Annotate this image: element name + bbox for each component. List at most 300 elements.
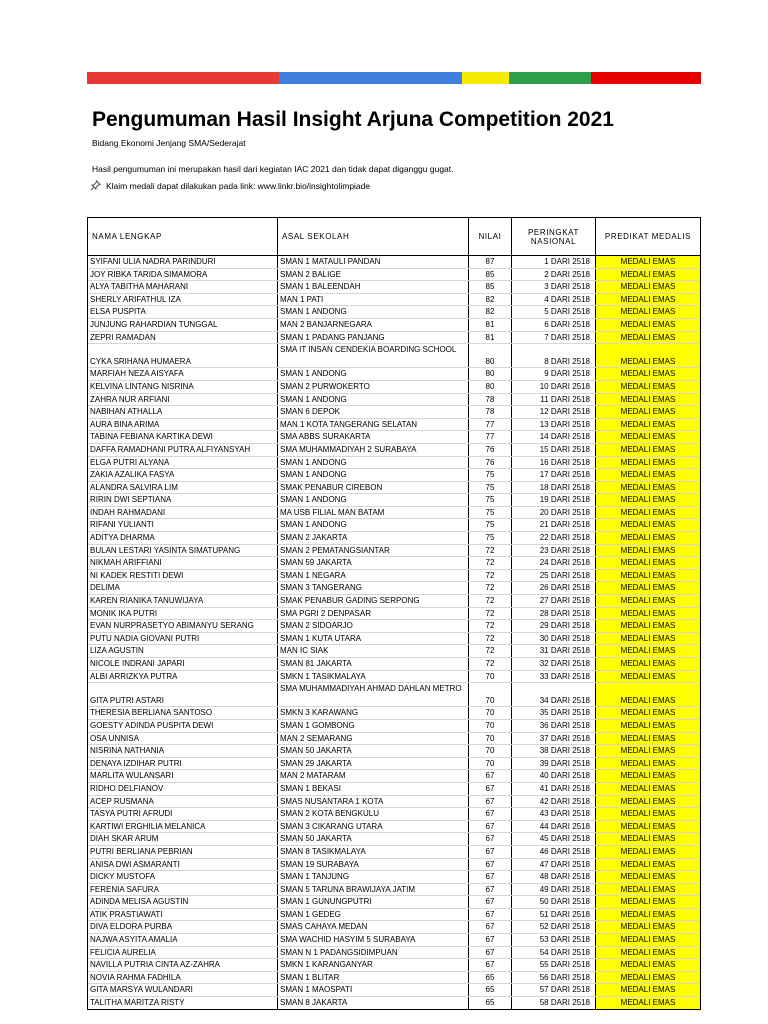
cell-score: 87 (469, 256, 512, 268)
cell-name: ADITYA DHARMA (88, 532, 278, 544)
cell-school: SMAN 1 BEKASI (278, 783, 469, 795)
cell-rank: 38 DARI 2518 (512, 745, 596, 757)
cell-rank: 37 DARI 2518 (512, 733, 596, 745)
table-row (88, 996, 700, 1009)
stripe-red (87, 72, 279, 84)
cell-school: SMAN 1 KUTA UTARA (278, 633, 469, 645)
cell-predicate: MEDALI EMAS (595, 608, 700, 620)
cell-school: SMAN 1 GOMBONG (278, 720, 469, 732)
cell-name: CYKA SRIHANA HUMAERA (88, 344, 278, 367)
cell-name: SHERLY ARIFATHUL IZA (88, 294, 278, 306)
cell-name: MONIK IKA PUTRI (88, 608, 278, 620)
table-row (88, 531, 700, 544)
table-row (88, 883, 700, 896)
table-row (88, 468, 700, 481)
cell-name: PUTRI BERLIANA PEBRIAN (88, 846, 278, 858)
cell-predicate: MEDALI EMAS (595, 633, 700, 645)
cell-predicate: MEDALI EMAS (595, 281, 700, 293)
cell-predicate: MEDALI EMAS (595, 557, 700, 569)
table-row (88, 719, 700, 732)
cell-score: 72 (469, 658, 512, 670)
table-row (88, 518, 700, 531)
cell-school: MAN 2 BANJARNEGARA (278, 319, 469, 331)
cell-name: ADINDA MELISA AGUSTIN (88, 896, 278, 908)
cell-school: SMAK PENABUR CIREBON (278, 482, 469, 494)
col-header-predicate: PREDIKAT MEDALIS (604, 232, 692, 241)
cell-rank: 17 DARI 2518 (512, 469, 596, 481)
table-row (88, 732, 700, 745)
cell-name: NOVIA RAHMA FADHILA (88, 972, 278, 984)
table-row (88, 706, 700, 719)
table-row (88, 619, 700, 632)
cell-name: NAJWA ASYITA AMALIA (88, 934, 278, 946)
table-row (88, 920, 700, 933)
cell-rank: 46 DARI 2518 (512, 846, 596, 858)
table-body (88, 256, 700, 1009)
table-row (88, 456, 700, 469)
cell-predicate: MEDALI EMAS (595, 469, 700, 481)
cell-name: RIRIN DWI SEPTIANA (88, 494, 278, 506)
cell-school: MA USB FILIAL MAN BATAM (278, 507, 469, 519)
col-header-rank (512, 218, 596, 255)
cell-school: SMAN 1 ANDONG (278, 368, 469, 380)
cell-school: SMAN 81 JAKARTA (278, 658, 469, 670)
cell-score: 82 (469, 306, 512, 318)
cell-name: ELGA PUTRI ALYANA (88, 457, 278, 469)
cell-school: SMAS NUSANTARA 1 KOTA (278, 796, 469, 808)
cell-school: SMAN 1 BALEENDAH (278, 281, 469, 293)
cell-score: 67 (469, 859, 512, 871)
cell-rank: 48 DARI 2518 (512, 871, 596, 883)
cell-school: SMA MUHAMMADIYAH AHMAD DAHLAN METRO (278, 683, 469, 706)
cell-name: NIKMAH ARIFFIANI (88, 557, 278, 569)
cell-predicate: MEDALI EMAS (595, 921, 700, 933)
cell-predicate: MEDALI EMAS (595, 821, 700, 833)
cell-school: SMAN 2 BALIGE (278, 269, 469, 281)
cell-rank: 3 DARI 2518 (512, 281, 596, 293)
cell-score: 75 (469, 469, 512, 481)
cell-rank: 20 DARI 2518 (512, 507, 596, 519)
cell-name: TASYA PUTRI AFRUDI (88, 808, 278, 820)
cell-score: 67 (469, 783, 512, 795)
cell-name: DICKY MUSTOFA (88, 871, 278, 883)
cell-name: DIAH SKAR ARUM (88, 833, 278, 845)
cell-rank: 47 DARI 2518 (512, 859, 596, 871)
cell-score: 75 (469, 532, 512, 544)
table-row (88, 569, 700, 582)
cell-score: 75 (469, 494, 512, 506)
cell-score: 67 (469, 959, 512, 971)
cell-school: SMAN 1 PADANG PANJANG (278, 332, 469, 344)
cell-name: TABINA FEBIANA KARTIKA DEWI (88, 431, 278, 443)
cell-predicate: MEDALI EMAS (595, 294, 700, 306)
cell-school: SMAN 1 ANDONG (278, 494, 469, 506)
cell-rank: 41 DARI 2518 (512, 783, 596, 795)
cell-score: 72 (469, 557, 512, 569)
cell-rank: 19 DARI 2518 (512, 494, 596, 506)
cell-score: 70 (469, 720, 512, 732)
cell-rank: 4 DARI 2518 (512, 294, 596, 306)
cell-school: SMAN 1 TANJUNG (278, 871, 469, 883)
cell-name: NI KADEK RESTITI DEWI (88, 570, 278, 582)
cell-name: ZAKIA AZALIKA FASYA (88, 469, 278, 481)
cell-score: 72 (469, 645, 512, 657)
table-row (88, 506, 700, 519)
cell-score: 67 (469, 796, 512, 808)
cell-predicate: MEDALI EMAS (595, 256, 700, 268)
cell-rank: 8 DARI 2518 (512, 344, 596, 367)
cell-rank: 24 DARI 2518 (512, 557, 596, 569)
cell-name: TALITHA MARITZA RISTY (88, 997, 278, 1009)
cell-school: SMAN N 1 PADANGSIDIMPUAN (278, 947, 469, 959)
cell-name: KELVINA LINTANG NISRINA (88, 381, 278, 393)
cell-rank: 21 DARI 2518 (512, 519, 596, 531)
cell-name: ZEPRI RAMADAN (88, 332, 278, 344)
cell-score: 72 (469, 582, 512, 594)
cell-school: SMKN 3 KARAWANG (278, 707, 469, 719)
cell-predicate: MEDALI EMAS (595, 582, 700, 594)
table-row (88, 832, 700, 845)
cell-score: 67 (469, 871, 512, 883)
cell-predicate: MEDALI EMAS (595, 733, 700, 745)
cell-score: 70 (469, 758, 512, 770)
cell-school: SMAN 8 TASIKMALAYA (278, 846, 469, 858)
cell-score: 70 (469, 733, 512, 745)
cell-rank: 39 DARI 2518 (512, 758, 596, 770)
table-row (88, 607, 700, 620)
cell-predicate: MEDALI EMAS (595, 846, 700, 858)
cell-predicate: MEDALI EMAS (595, 984, 700, 996)
cell-predicate: MEDALI EMAS (595, 720, 700, 732)
cell-school: SMAN 1 BLITAR (278, 972, 469, 984)
cell-score: 80 (469, 368, 512, 380)
cell-rank: 12 DARI 2518 (512, 406, 596, 418)
cell-predicate: MEDALI EMAS (595, 545, 700, 557)
cell-name: NABIHAN ATHALLA (88, 406, 278, 418)
cell-score: 67 (469, 833, 512, 845)
cell-name: RIDHO DELFIANOV (88, 783, 278, 795)
cell-rank: 16 DARI 2518 (512, 457, 596, 469)
cell-predicate: MEDALI EMAS (595, 519, 700, 531)
table-row (88, 293, 700, 306)
table-row (88, 933, 700, 946)
cell-predicate: MEDALI EMAS (595, 707, 700, 719)
cell-name: EVAN NURPRASETYO ABIMANYU SERANG (88, 620, 278, 632)
cell-school: SMAN 1 MATAULI PANDAN (278, 256, 469, 268)
table-row (88, 820, 700, 833)
page-title: Pengumuman Hasil Insight Arjuna Competition 2021 (92, 108, 614, 131)
cell-predicate: MEDALI EMAS (595, 758, 700, 770)
cell-rank: 30 DARI 2518 (512, 633, 596, 645)
cell-school: SMAS CAHAYA MEDAN (278, 921, 469, 933)
table-row (88, 983, 700, 996)
cell-rank: 18 DARI 2518 (512, 482, 596, 494)
cell-name: THERESIA BERLIANA SANTOSO (88, 707, 278, 719)
table-row (88, 305, 700, 318)
cell-predicate: MEDALI EMAS (595, 833, 700, 845)
cell-name: LIZA AGUSTIN (88, 645, 278, 657)
stripe-yellow (462, 72, 509, 84)
cell-score: 76 (469, 457, 512, 469)
cell-name: NAVILLA PUTRIA CINTA AZ-ZAHRA (88, 959, 278, 971)
cell-rank: 2 DARI 2518 (512, 269, 596, 281)
table-row (88, 556, 700, 569)
cell-predicate: MEDALI EMAS (595, 859, 700, 871)
cell-rank: 13 DARI 2518 (512, 419, 596, 431)
cell-score: 67 (469, 909, 512, 921)
cell-school: SMAN 2 KOTA BENGKULU (278, 808, 469, 820)
table-row (88, 769, 700, 782)
claim-link-text[interactable]: Klaim medali dapat dilakukan pada link: www.linkr.bio/insightolimpiade (106, 180, 371, 191)
cell-predicate: MEDALI EMAS (595, 332, 700, 344)
claim-line (90, 180, 370, 191)
cell-predicate: MEDALI EMAS (595, 431, 700, 443)
table-row (88, 895, 700, 908)
cell-rank: 5 DARI 2518 (512, 306, 596, 318)
cell-rank: 27 DARI 2518 (512, 595, 596, 607)
cell-school: SMA ABBS SURAKARTA (278, 431, 469, 443)
cell-rank: 45 DARI 2518 (512, 833, 596, 845)
cell-rank: 32 DARI 2518 (512, 658, 596, 670)
cell-school: SMKN 1 KARANGANYAR (278, 959, 469, 971)
stripe-blue (279, 72, 462, 84)
cell-score: 75 (469, 482, 512, 494)
cell-name: OSA UNNISA (88, 733, 278, 745)
cell-school: MAN 1 KOTA TANGERANG SELATAN (278, 419, 469, 431)
table-row (88, 757, 700, 770)
cell-school: SMAN 1 MAOSPATI (278, 984, 469, 996)
table-row (88, 644, 700, 657)
cell-predicate: MEDALI EMAS (595, 934, 700, 946)
table-row (88, 393, 700, 406)
cell-name: DELIMA (88, 582, 278, 594)
cell-score: 80 (469, 344, 512, 367)
table-row (88, 268, 700, 281)
cell-predicate: MEDALI EMAS (595, 683, 700, 706)
cell-name: ACEP RUSMANA (88, 796, 278, 808)
page-subtitle: Bidang Ekonomi Jenjang SMA/Sederajat (92, 138, 246, 148)
cell-predicate: MEDALI EMAS (595, 482, 700, 494)
cell-rank: 53 DARI 2518 (512, 934, 596, 946)
cell-rank: 10 DARI 2518 (512, 381, 596, 393)
cell-name: DIVA ELDORA PURBA (88, 921, 278, 933)
table-row (88, 418, 700, 431)
cell-score: 85 (469, 281, 512, 293)
table-row (88, 430, 700, 443)
cell-rank: 25 DARI 2518 (512, 570, 596, 582)
table-row (88, 858, 700, 871)
cell-rank: 36 DARI 2518 (512, 720, 596, 732)
table-row (88, 670, 700, 683)
cell-score: 67 (469, 821, 512, 833)
cell-score: 81 (469, 332, 512, 344)
cell-predicate: MEDALI EMAS (595, 570, 700, 582)
cell-predicate: MEDALI EMAS (595, 972, 700, 984)
cell-name: SYIFANI ULIA NADRA PARINDURI (88, 256, 278, 268)
cell-score: 65 (469, 984, 512, 996)
table-header (88, 218, 700, 256)
cell-predicate: MEDALI EMAS (595, 645, 700, 657)
cell-predicate: MEDALI EMAS (595, 494, 700, 506)
cell-score: 75 (469, 507, 512, 519)
cell-rank: 52 DARI 2518 (512, 921, 596, 933)
table-row (88, 657, 700, 670)
cell-predicate: MEDALI EMAS (595, 419, 700, 431)
cell-score: 77 (469, 419, 512, 431)
cell-school: SMAN 1 ANDONG (278, 306, 469, 318)
cell-name: PUTU NADIA GIOVANI PUTRI (88, 633, 278, 645)
cell-name: ZAHRA NUR ARFIANI (88, 394, 278, 406)
cell-rank: 14 DARI 2518 (512, 431, 596, 443)
cell-school: SMAN 3 CIKARANG UTARA (278, 821, 469, 833)
cell-school: SMAN 2 PEMATANGSIANTAR (278, 545, 469, 557)
cell-rank: 26 DARI 2518 (512, 582, 596, 594)
cell-predicate: MEDALI EMAS (595, 344, 700, 367)
cell-name: NICOLE INDRANI JAPARI (88, 658, 278, 670)
table-row (88, 331, 700, 344)
cell-school: SMA MUHAMMADIYAH 2 SURABAYA (278, 444, 469, 456)
cell-school: SMAN 59 JAKARTA (278, 557, 469, 569)
cell-school: SMAN 3 TANGERANG (278, 582, 469, 594)
table-row (88, 581, 700, 594)
cell-school: SMAN 1 NEGARA (278, 570, 469, 582)
cell-rank: 49 DARI 2518 (512, 884, 596, 896)
cell-score: 77 (469, 431, 512, 443)
cell-predicate: MEDALI EMAS (595, 808, 700, 820)
cell-score: 80 (469, 381, 512, 393)
cell-school: SMAN 1 GUNUNGPUTRI (278, 896, 469, 908)
cell-school: SMAN 29 JAKARTA (278, 758, 469, 770)
table-row (88, 632, 700, 645)
cell-score: 67 (469, 896, 512, 908)
cell-score: 72 (469, 608, 512, 620)
cell-predicate: MEDALI EMAS (595, 444, 700, 456)
cell-score: 72 (469, 545, 512, 557)
table-row (88, 744, 700, 757)
cell-school: MAN IC SIAK (278, 645, 469, 657)
cell-rank: 1 DARI 2518 (512, 256, 596, 268)
intro-text: Hasil pengumuman ini merupakan hasil dari kegiatan IAC 2021 dan tidak dapat diganggu gugat. (92, 164, 454, 174)
cell-name: ALBI ARRIZKYA PUTRA (88, 671, 278, 683)
table-row (88, 958, 700, 971)
cell-name: NISRINA NATHANIA (88, 745, 278, 757)
cell-rank: 54 DARI 2518 (512, 947, 596, 959)
col-header-rank-line1: PERINGKAT (527, 227, 580, 237)
cell-score: 65 (469, 972, 512, 984)
cell-predicate: MEDALI EMAS (595, 406, 700, 418)
cell-score: 70 (469, 671, 512, 683)
cell-predicate: MEDALI EMAS (595, 745, 700, 757)
cell-score: 70 (469, 683, 512, 706)
cell-score: 81 (469, 319, 512, 331)
table-row (88, 443, 700, 456)
cell-rank: 9 DARI 2518 (512, 368, 596, 380)
cell-name: FELICIA AURELIA (88, 947, 278, 959)
cell-score: 76 (469, 444, 512, 456)
table-row (88, 594, 700, 607)
table-row (88, 971, 700, 984)
table-row (88, 870, 700, 883)
cell-rank: 42 DARI 2518 (512, 796, 596, 808)
pushpin-icon (90, 180, 101, 191)
cell-name: FERENIA SAFURA (88, 884, 278, 896)
cell-school: SMAN 8 JAKARTA (278, 997, 469, 1009)
cell-name: ANISA DWI ASMARANTI (88, 859, 278, 871)
cell-predicate: MEDALI EMAS (595, 783, 700, 795)
cell-name: JOY RIBKA TARIDA SIMAMORA (88, 269, 278, 281)
cell-name: BULAN LESTARI YASINTA SIMATUPANG (88, 545, 278, 557)
cell-predicate: MEDALI EMAS (595, 770, 700, 782)
col-header-score: NILAI (469, 218, 512, 255)
cell-school: SMKN 1 TASIKMALAYA (278, 671, 469, 683)
table-row (88, 682, 700, 706)
stripe-green (509, 72, 591, 84)
table-row (88, 367, 700, 380)
cell-rank: 56 DARI 2518 (512, 972, 596, 984)
cell-score: 65 (469, 997, 512, 1009)
cell-predicate: MEDALI EMAS (595, 457, 700, 469)
cell-score: 67 (469, 947, 512, 959)
cell-rank: 11 DARI 2518 (512, 394, 596, 406)
cell-name: MARLITA WULANSARI (88, 770, 278, 782)
table-row (88, 946, 700, 959)
cell-rank: 22 DARI 2518 (512, 532, 596, 544)
table-row (88, 845, 700, 858)
cell-score: 67 (469, 884, 512, 896)
cell-score: 72 (469, 633, 512, 645)
table-row (88, 380, 700, 393)
cell-name: AURA BINA ARIMA (88, 419, 278, 431)
table-row (88, 795, 700, 808)
cell-rank: 7 DARI 2518 (512, 332, 596, 344)
results-table (87, 217, 701, 1010)
table-row (88, 493, 700, 506)
table-row (88, 544, 700, 557)
cell-predicate: MEDALI EMAS (595, 319, 700, 331)
cell-predicate: MEDALI EMAS (595, 997, 700, 1009)
table-row (88, 280, 700, 293)
cell-rank: 57 DARI 2518 (512, 984, 596, 996)
cell-school: SMAN 1 ANDONG (278, 469, 469, 481)
cell-score: 72 (469, 620, 512, 632)
cell-school: SMAN 1 ANDONG (278, 457, 469, 469)
cell-rank: 33 DARI 2518 (512, 671, 596, 683)
cell-score: 67 (469, 934, 512, 946)
cell-school: SMAN 2 JAKARTA (278, 532, 469, 544)
cell-school: SMAN 2 PURWOKERTO (278, 381, 469, 393)
cell-score: 78 (469, 406, 512, 418)
cell-school: MAN 2 MATARAM (278, 770, 469, 782)
cell-predicate: MEDALI EMAS (595, 381, 700, 393)
cell-school: SMAN 19 SURABAYA (278, 859, 469, 871)
cell-name: KARTIWI ERGHILIA MELANICA (88, 821, 278, 833)
cell-name: JUNJUNG RAHARDIAN TUNGGAL (88, 319, 278, 331)
cell-school: SMAN 6 DEPOK (278, 406, 469, 418)
cell-score: 82 (469, 294, 512, 306)
cell-school: MAN 1 PATI (278, 294, 469, 306)
cell-rank: 28 DARI 2518 (512, 608, 596, 620)
cell-rank: 6 DARI 2518 (512, 319, 596, 331)
cell-predicate: MEDALI EMAS (595, 671, 700, 683)
cell-rank: 35 DARI 2518 (512, 707, 596, 719)
cell-school: SMA PGRI 2 DENPASAR (278, 608, 469, 620)
cell-score: 67 (469, 921, 512, 933)
cell-predicate: MEDALI EMAS (595, 796, 700, 808)
cell-name: DAFFA RAMADHANI PUTRA ALFIYANSYAH (88, 444, 278, 456)
cell-rank: 29 DARI 2518 (512, 620, 596, 632)
table-row (88, 807, 700, 820)
cell-rank: 58 DARI 2518 (512, 997, 596, 1009)
